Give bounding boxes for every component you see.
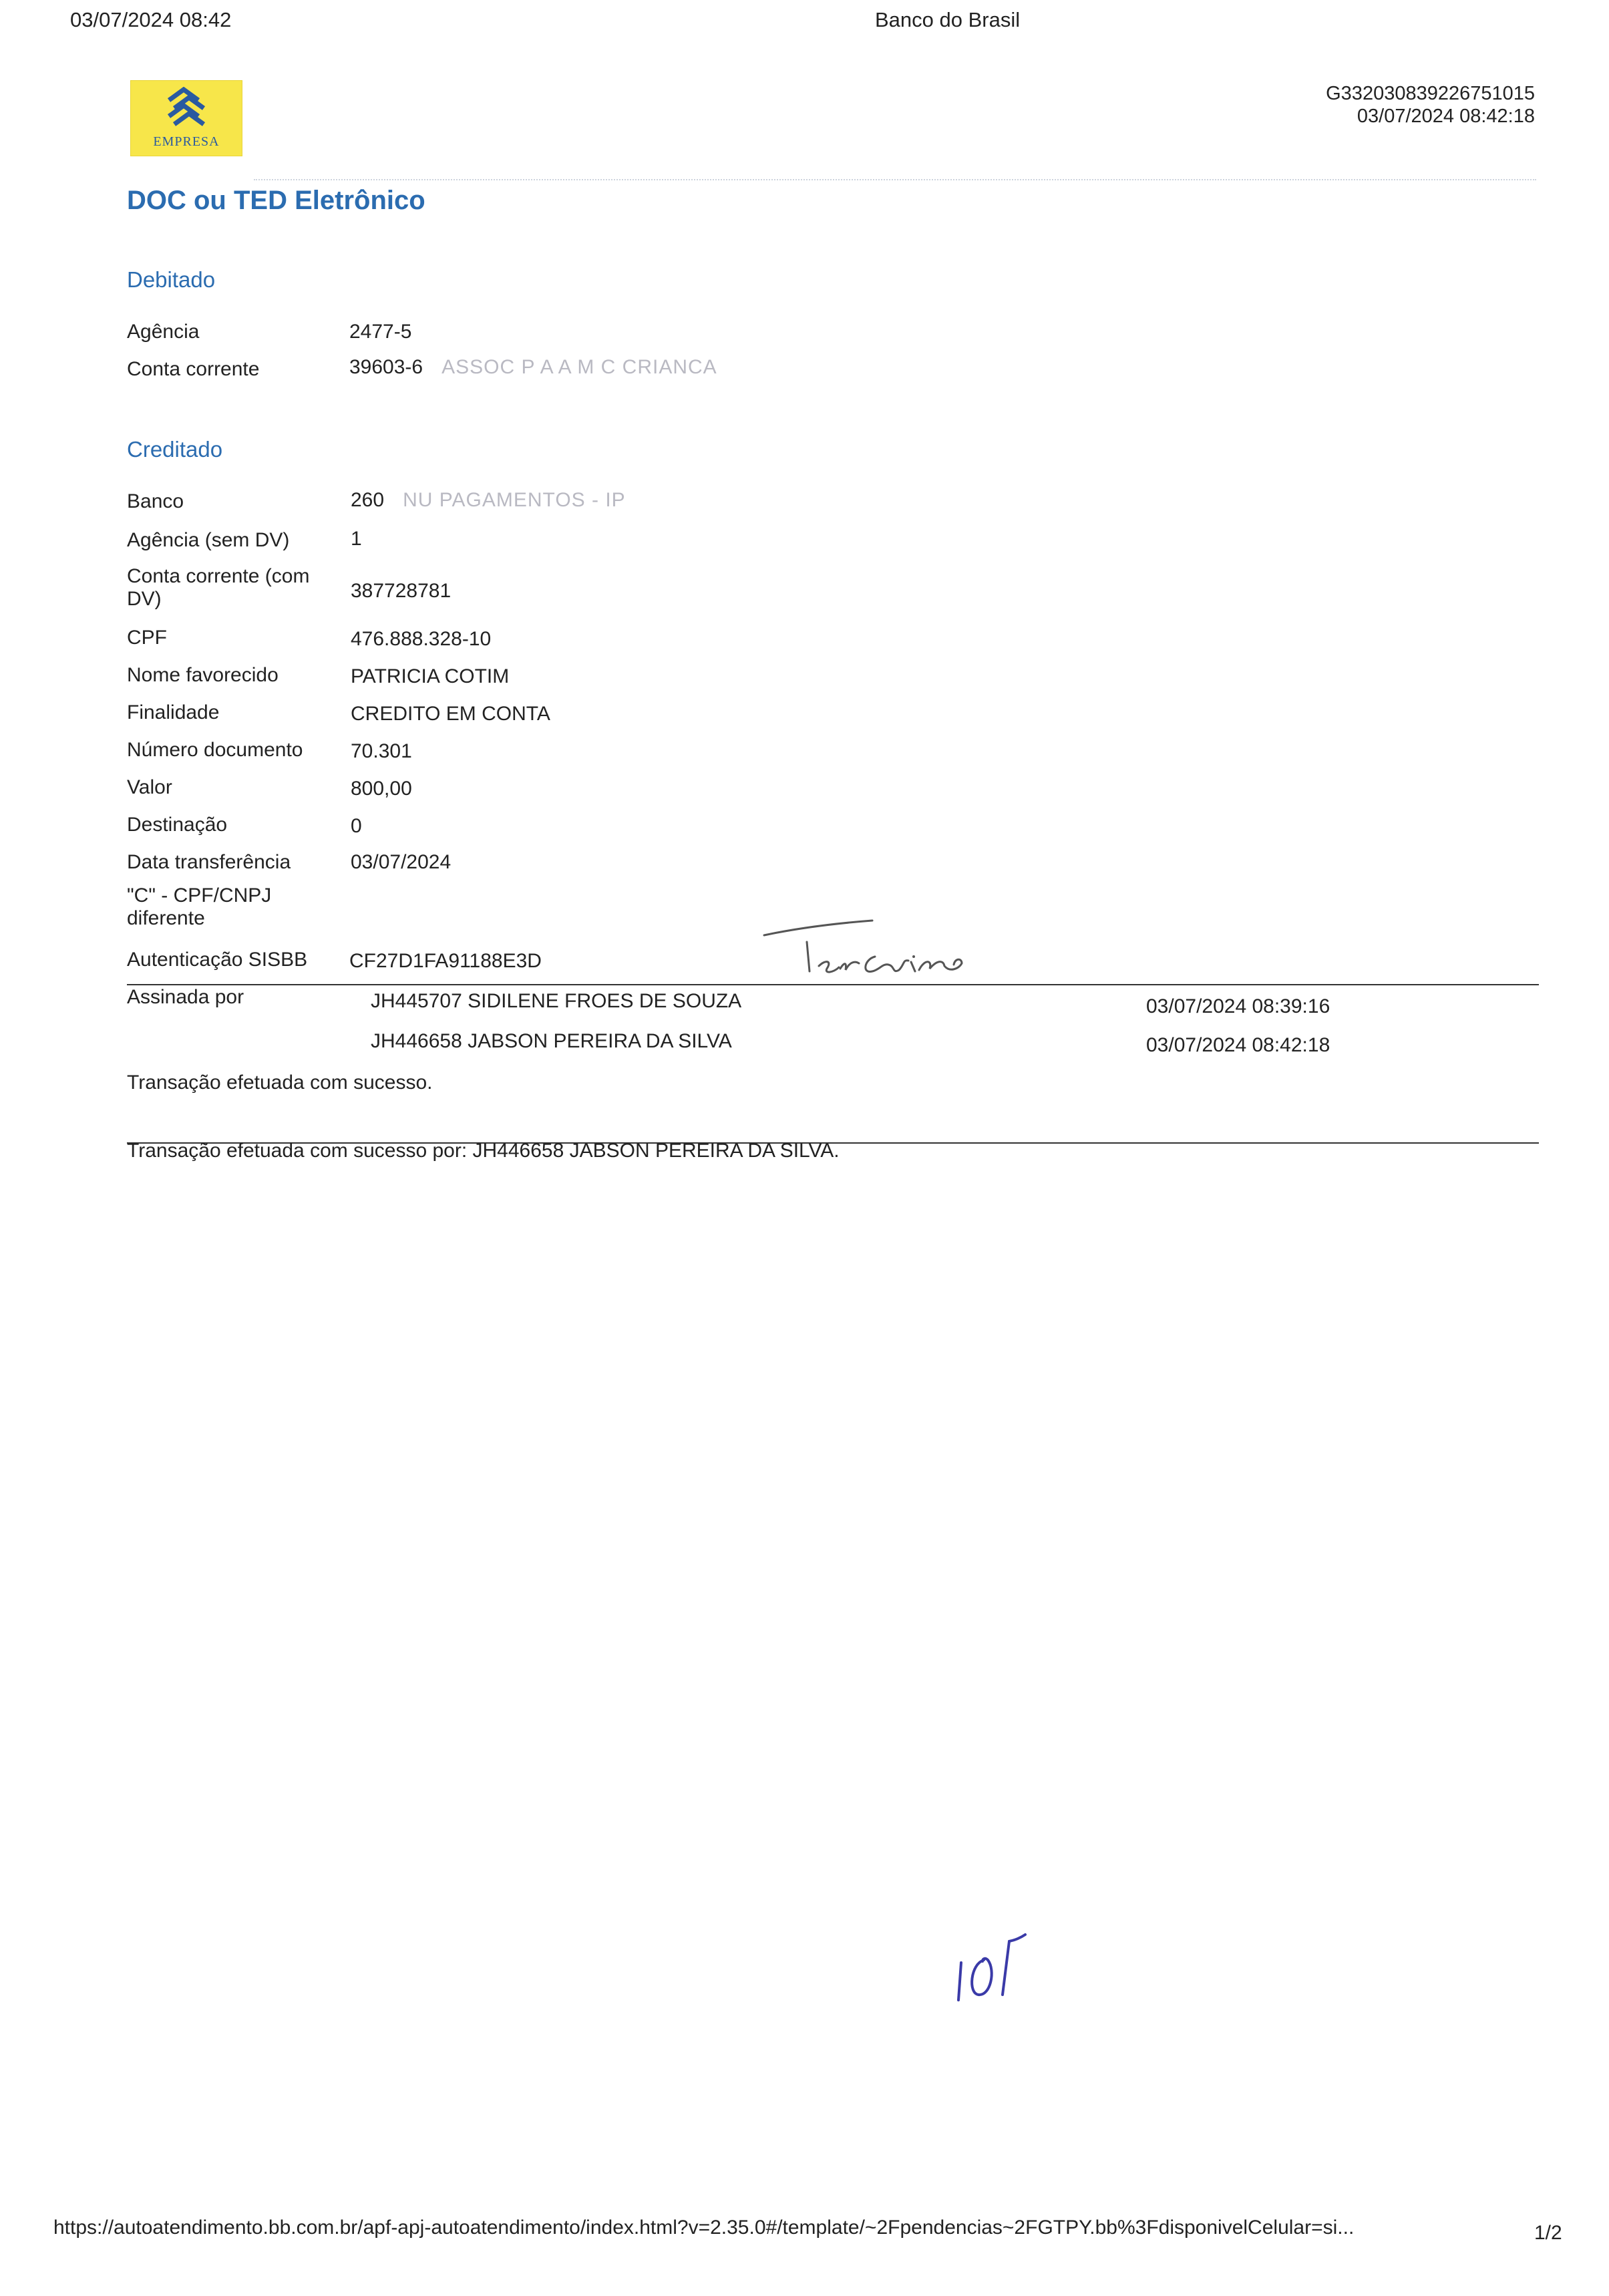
header-divider: [254, 179, 1536, 180]
credit-agencia-value: 1: [351, 528, 362, 550]
logo-empresa-label: EMPRESA: [153, 134, 220, 149]
credit-finalidade-value: CREDITO EM CONTA: [351, 703, 550, 725]
credit-numero-value: 70.301: [351, 740, 412, 762]
debit-agencia-label: Agência: [127, 321, 200, 343]
section-creditado-heading: Creditado: [127, 437, 223, 462]
bb-logo-icon: [164, 87, 209, 128]
success-by-message: Transação efetuada com sucesso por: JH446658 JABSON PEREIRA DA SILVA.: [127, 1140, 840, 1162]
print-datetime: 03/07/2024 08:42: [70, 8, 232, 31]
page-title: DOC ou TED Eletrônico: [127, 186, 425, 215]
credit-agencia-label: Agência (sem DV): [127, 529, 290, 551]
credit-cpf-value: 476.888.328-10: [351, 628, 492, 650]
credit-banco-row: [351, 489, 626, 512]
credit-conta-value: 387728781: [351, 580, 452, 602]
debit-agencia-value: 2477-5: [349, 321, 412, 343]
credit-valor-value: 800,00: [351, 778, 412, 800]
credit-data-label: Data transferência: [127, 851, 291, 873]
cpf-cnpj-note: "C" - CPF/CNPJ diferente: [127, 884, 272, 929]
assinada-label: Assinada por: [127, 986, 244, 1008]
signer-name-2: JH446658 JABSON PEREIRA DA SILVA: [371, 1030, 732, 1052]
footer-url: https://autoatendimento.bb.com.br/apf-apj-autoatendimento/index.html?v=2.35.0#/template/~2Fpendencias~2FGTPY.bb%3FdisponivelCelular=si...: [53, 2217, 1355, 2239]
credit-banco-label: Banco: [127, 490, 184, 512]
credit-data-value: 03/07/2024: [351, 851, 452, 873]
debit-account-holder: ASSOC P A A M C CRIANCA: [441, 356, 717, 378]
credit-nome-value: PATRICIA COTIM: [351, 665, 510, 687]
credit-numero-label: Número documento: [127, 739, 303, 761]
section-debitado-heading: Debitado: [127, 267, 216, 292]
signer-name-1: JH445707 SIDILENE FROES DE SOUZA: [371, 990, 742, 1012]
credit-destinacao-label: Destinação: [127, 814, 228, 836]
footer-page-number: 1/2: [1534, 2222, 1562, 2244]
credit-destinacao-value: 0: [351, 815, 362, 837]
credit-conta-label: Conta corrente (com DV): [127, 565, 310, 610]
credit-bank-name: NU PAGAMENTOS - IP: [403, 489, 626, 511]
credit-finalidade-label: Finalidade: [127, 701, 220, 723]
success-message: Transação efetuada com sucesso.: [127, 1072, 433, 1094]
credit-valor-label: Valor: [127, 776, 172, 798]
bb-empresa-logo: [130, 80, 242, 156]
handwritten-page-number: [952, 1931, 1045, 2004]
credit-cpf-label: CPF: [127, 627, 167, 649]
debit-conta-value: 39603-6: [349, 356, 423, 378]
debit-conta-row: [349, 356, 717, 379]
signer-datetime-2: 03/07/2024 08:42:18: [1146, 1034, 1330, 1056]
debit-conta-label: Conta corrente: [127, 358, 260, 380]
credit-banco-value: 260: [351, 489, 385, 511]
print-site-title: Banco do Brasil: [875, 8, 1021, 31]
transaction-code: G332030839226751015: [1326, 83, 1535, 104]
signature-divider: [127, 984, 1539, 985]
signer-datetime-1: 03/07/2024 08:39:16: [1146, 995, 1330, 1017]
transaction-datetime: 03/07/2024 08:42:18: [1357, 106, 1535, 127]
credit-nome-label: Nome favorecido: [127, 664, 279, 686]
autenticacao-value: CF27D1FA91188E3D: [349, 950, 542, 972]
autenticacao-label: Autenticação SISBB: [127, 949, 308, 971]
handwritten-terceiro-annotation: [761, 913, 989, 986]
